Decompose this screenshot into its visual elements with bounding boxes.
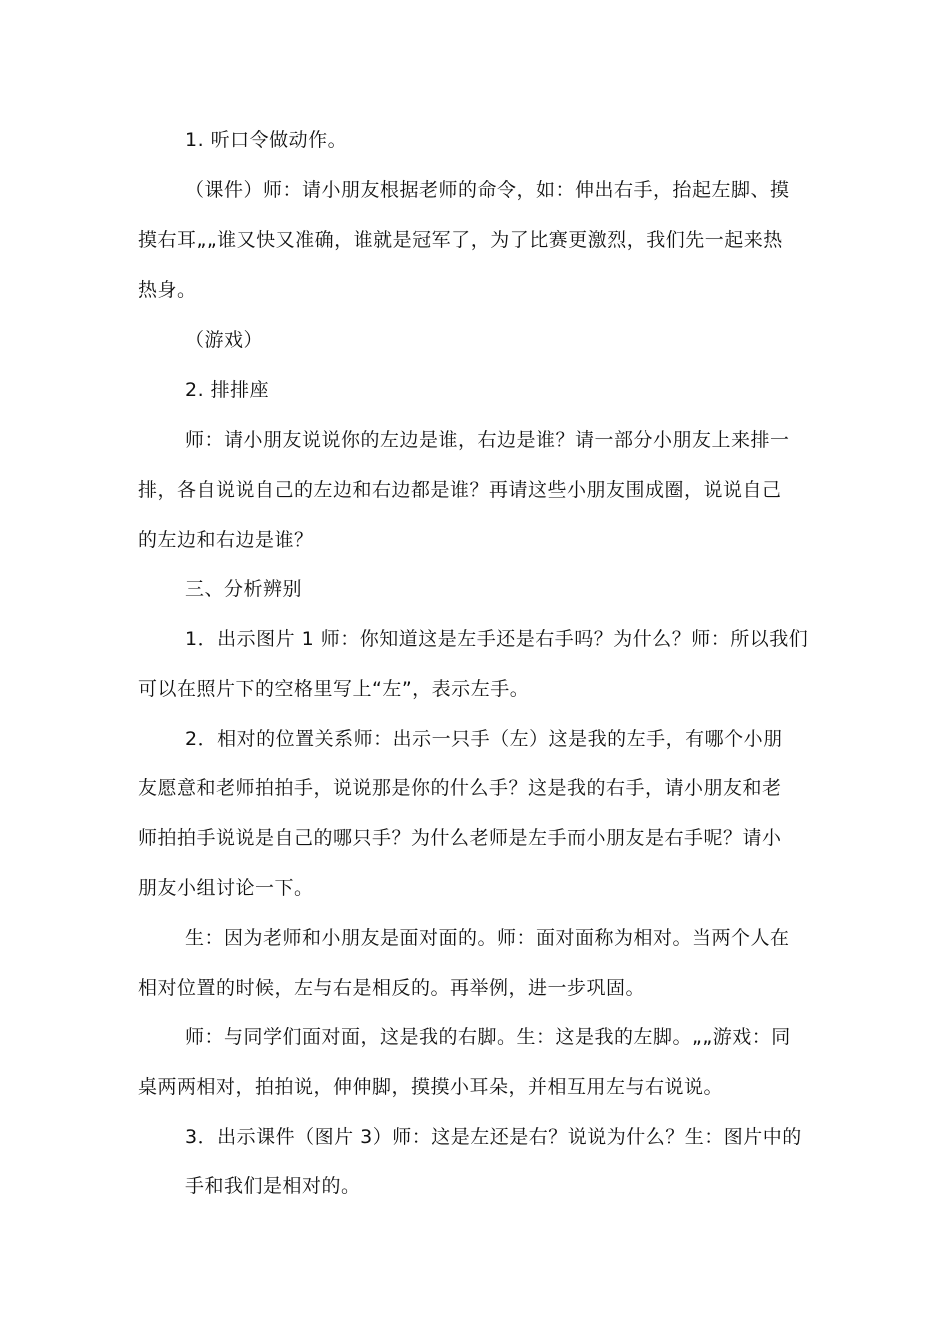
text-line: 师拍拍手说说是自己的哪只手？为什么老师是左手而小朋友是右手呢？请小	[138, 827, 782, 849]
text-line: （课件）师：请小朋友根据老师的命令，如：伸出右手，抬起左脚、摸	[185, 179, 790, 201]
text-line: 2．相对的位置关系师：出示一只手（左）这是我的左手，有哪个小朋	[185, 728, 783, 750]
text-line: 1．出示图片 1 师：你知道这是左手还是右手吗？为什么？师：所以我们	[185, 628, 809, 650]
text-line: 师：与同学们面对面，这是我的右脚。生：这是我的左脚。„„游戏：同	[185, 1026, 791, 1048]
text-line: 可以在照片下的空格里写上“左”，表示左手。	[138, 678, 530, 700]
text-line: 朋友小组讨论一下。	[138, 877, 314, 899]
text-line: 师：请小朋友说说你的左边是谁，右边是谁？请一部分小朋友上来排一	[185, 429, 790, 451]
text-line: 桌两两相对，拍拍说，伸伸脚，摸摸小耳朵，并相互用左与右说说。	[138, 1076, 724, 1098]
text-line: 生：因为老师和小朋友是面对面的。师：面对面称为相对。当两个人在	[185, 927, 790, 949]
section-heading: 三、分析辨别	[185, 578, 303, 600]
text-line: 相对位置的时候，左与右是相反的。再举例，进一步巩固。	[138, 977, 646, 999]
text-line: 友愿意和老师拍拍手，说说那是你的什么手？这是我的右手，请小朋友和老	[138, 777, 782, 799]
text-line: 摸右耳„„谁又快又准确，谁就是冠军了，为了比赛更激烈，我们先一起来热	[138, 229, 783, 251]
text-line: 1. 听口令做动作。	[185, 129, 348, 151]
text-line: 热身。	[138, 279, 197, 301]
text-line: 3．出示课件（图片 3）师：这是左还是右？说说为什么？生：图片中的	[185, 1126, 802, 1148]
text-line: （游戏）	[185, 329, 264, 351]
text-line: 排，各自说说自己的左边和右边都是谁？再请这些小朋友围成圈，说说自己	[138, 479, 782, 501]
text-line: 的左边和右边是谁？	[138, 529, 314, 551]
text-line: 手和我们是相对的。	[185, 1175, 361, 1197]
text-line: 2. 排排座	[185, 379, 270, 401]
